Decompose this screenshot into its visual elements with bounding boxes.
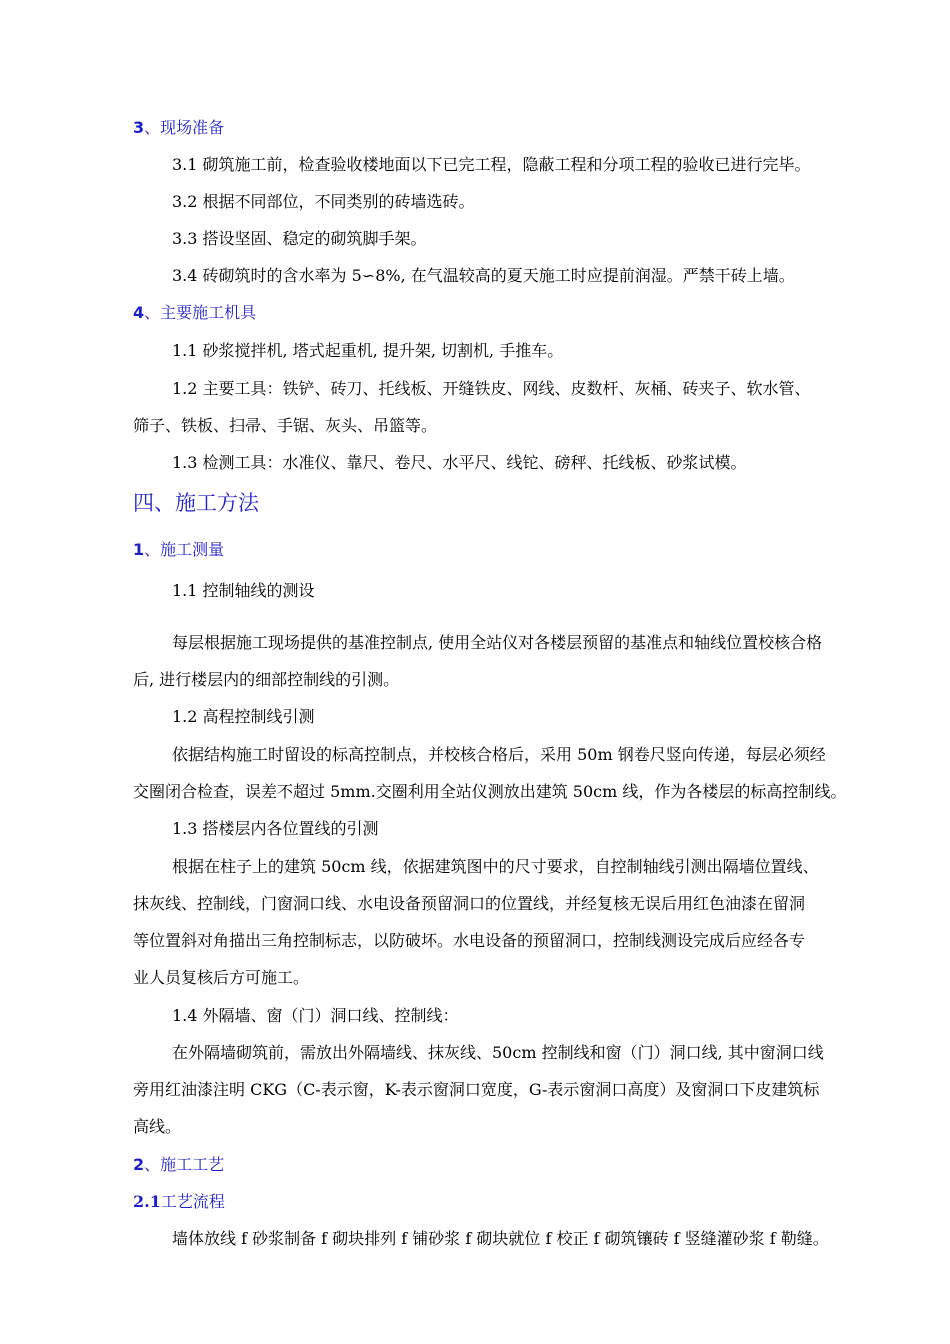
paragraph: 每层根据施工现场提供的基准控制点, 使用全站仪对各楼层预留的基准点和轴线位置校核合格 — [172, 633, 823, 652]
heading-machinery — [133, 302, 950, 324]
subheading-text: 工艺流程 — [160, 1192, 225, 1211]
paragraph-continuation: 旁用红油漆注明 CKG（C-表示窗，K-表示窗洞口宽度，G-表示窗洞口高度）及窗洞口下皮建筑标 — [133, 1080, 820, 1099]
paragraph-continuation: 交圈闭合检查，误差不超过 5mm.交圈利用全站仪测放出建筑 50cm 线，作为各楼层的标高控制线。 — [133, 782, 847, 801]
paragraph: 墙体放线 f 砂浆制备 f 砌块排列 f 铺砂浆 f 砌块就位 f 校正 f 砌筑镶砖 f 竖缝灌砂浆 f 勒缝。 — [172, 1229, 829, 1248]
paragraph: 在外隔墙砌筑前，需放出外隔墙线、抹灰线、50cm 控制线和窗（门）洞口线, 其中窗洞口线 — [172, 1043, 824, 1062]
paragraph: 1.1 控制轴线的测设 — [172, 581, 315, 600]
paragraph: 1.2 主要工具：铁铲、砖刀、托线板、开缝铁皮、网线、皮数杆、灰桶、砖夹子、软水管、 — [172, 379, 811, 398]
subheading-flow — [133, 1191, 950, 1213]
paragraph-continuation: 后, 进行楼层内的细部控制线的引测。 — [133, 670, 400, 689]
paragraph-continuation: 筛子、铁板、扫帚、手锯、灰头、吊篮等。 — [133, 416, 438, 435]
paragraph: 3.4 砖砌筑时的含水率为 5∽8%, 在气温较高的夏天施工时应提前润湿。严禁干砖上墙。 — [172, 266, 795, 285]
heading-text: 、施工工艺 — [144, 1155, 225, 1174]
paragraph: 1.2 高程控制线引测 — [172, 707, 315, 726]
paragraph: 3.3 搭设坚固、稳定的砌筑脚手架。 — [172, 229, 427, 248]
paragraph: 1.1 砂浆搅拌机, 塔式起重机, 提升架, 切割机, 手推车。 — [172, 341, 564, 360]
paragraph: 3.2 根据不同部位，不同类别的砖墙选砖。 — [172, 192, 475, 211]
paragraph: 1.4 外隔墙、窗（门）洞口线、控制线： — [172, 1006, 459, 1025]
heading-text: 、施工测量 — [144, 540, 225, 559]
heading-process — [133, 1154, 950, 1176]
paragraph-continuation: 业人员复核后方可施工。 — [133, 968, 310, 987]
paragraph: 3.1 砌筑施工前，检查验收楼地面以下已完工程，隐蔽工程和分项工程的验收已进行完毕。 — [172, 155, 811, 174]
heading-number: 4 — [133, 303, 145, 322]
subheading-number: 2.1 — [133, 1192, 161, 1211]
heading-site-prep — [133, 117, 950, 139]
heading-text: 、主要施工机具 — [144, 303, 257, 322]
paragraph-continuation: 高线。 — [133, 1117, 182, 1136]
chapter-heading: 四、施工方法 — [133, 491, 259, 515]
paragraph-continuation: 等位置斜对角描出三角控制标志，以防破坏。水电设备的预留洞口，控制线测设完成后应经各专 — [133, 931, 806, 950]
heading-number: 3 — [133, 118, 145, 137]
paragraph-continuation: 抹灰线、控制线，门窗洞口线、水电设备预留洞口的位置线，并经复核无误后用红色油漆在留洞 — [133, 894, 806, 913]
paragraph: 根据在柱子上的建筑 50cm 线，依据建筑图中的尺寸要求，自控制轴线引测出隔墙位置线、 — [172, 857, 819, 876]
heading-number: 2 — [133, 1155, 145, 1174]
paragraph: 1.3 搭楼层内各位置线的引测 — [172, 819, 379, 838]
paragraph: 1.3 检测工具：水准仪、靠尺、卷尺、水平尺、线铊、磅秤、托线板、砂浆试模。 — [172, 453, 747, 472]
heading-survey — [133, 539, 950, 561]
paragraph: 依据结构施工时留设的标高控制点，并校核合格后，采用 50m 钢卷尺竖向传递，每层必须经 — [172, 745, 826, 764]
heading-number: 1 — [133, 540, 145, 559]
heading-text: 、现场准备 — [144, 118, 225, 137]
